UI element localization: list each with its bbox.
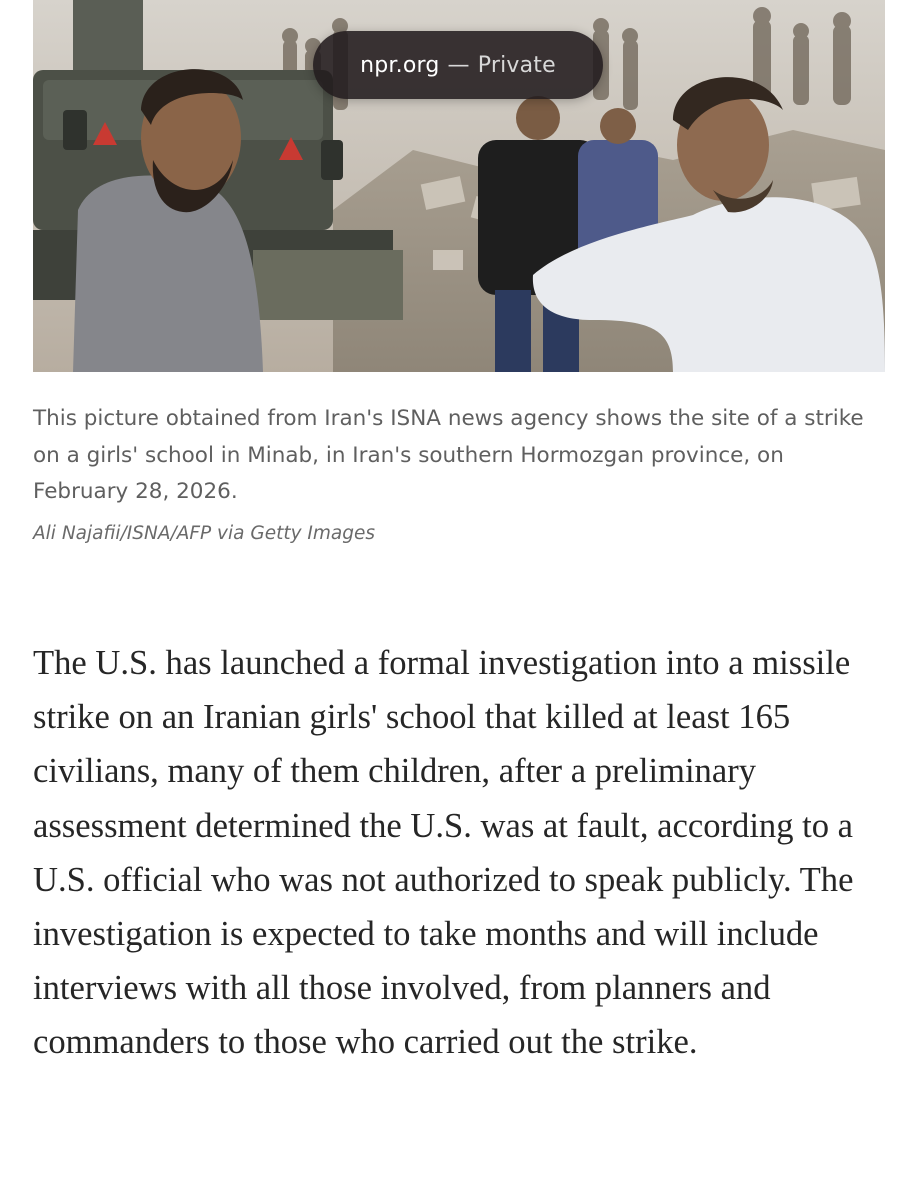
url-domain: npr.org bbox=[360, 52, 440, 78]
photo-caption: This picture obtained from Iran's ISNA news agency shows the site of a strike on a girls' school in Minab, in Iran's southern Hormozgan province, on February 28, 2026. bbox=[33, 406, 864, 504]
photo-credit: Ali Najafii/ISNA/AFP via Getty Images bbox=[33, 523, 375, 544]
private-mode-label: Private bbox=[477, 52, 556, 78]
url-separator: — bbox=[447, 52, 470, 78]
article-paragraph: The U.S. has launched a formal investigation into a missile strike on an Iranian girls' school that killed at least 165 civilians, many of them children, after a preliminary assessment determined the U.S. was at fault, according to a U.S. official who was not authorized to speak publicly. The investigation is expected to take months and will include interviews with all those involved, from planners and commanders to those who carried out the strike. bbox=[33, 644, 854, 1062]
browser-url-pill[interactable] bbox=[313, 31, 603, 99]
